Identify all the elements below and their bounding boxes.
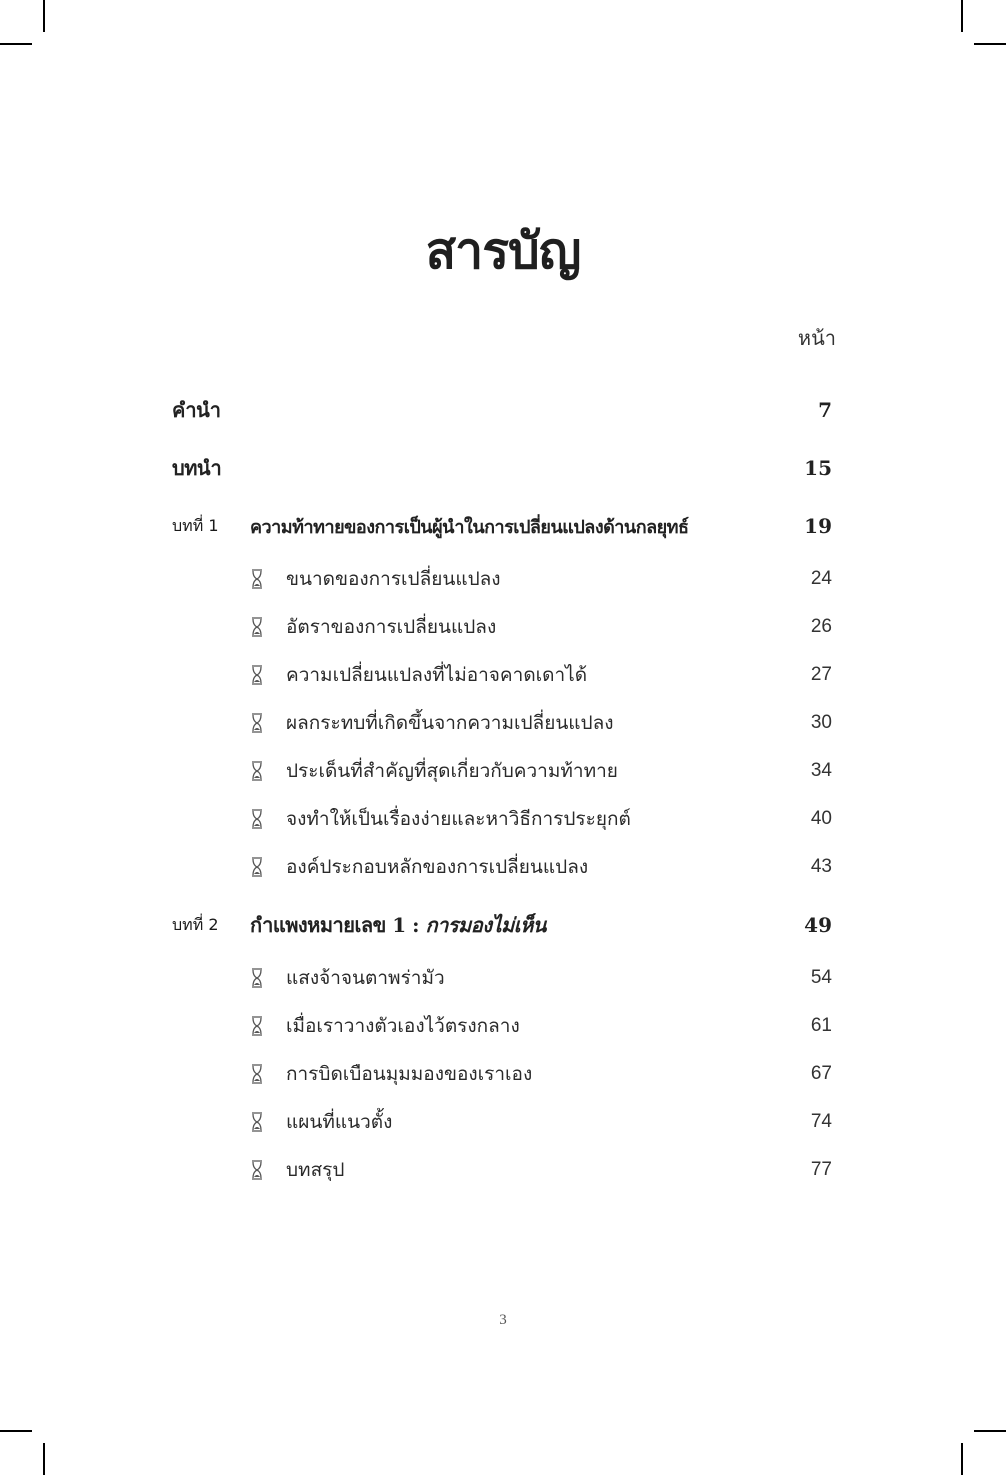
toc-entry-page: 34 <box>810 760 832 781</box>
toc-entry-page: 43 <box>810 856 832 877</box>
toc-entry-section[interactable] <box>172 801 832 837</box>
hourglass-icon <box>250 617 264 637</box>
toc-entry-chapter-1[interactable] <box>172 508 832 544</box>
toc-entry-page: 67 <box>810 1063 832 1084</box>
toc-entry-section[interactable] <box>172 561 832 597</box>
toc-entry-label: ความท้าทายของการเป็นผู้นำในการเปลี่ยนแปลงด้านกลยุทธ์ <box>250 516 689 538</box>
page-title: สารบัญ <box>425 222 581 280</box>
hourglass-icon <box>250 809 264 829</box>
toc-entry-label: แสงจ้าจนตาพร่ามัว <box>286 967 445 989</box>
page-column-label: หน้า <box>797 326 836 350</box>
hourglass-icon <box>250 968 264 988</box>
toc-entry-label: ประเด็นที่สำคัญที่สุดเกี่ยวกับความท้าทาย <box>286 760 618 782</box>
crop-mark-tl-h <box>0 43 32 45</box>
toc-entry-section[interactable] <box>172 705 832 741</box>
toc-entry-label: เมื่อเราวางตัวเองไว้ตรงกลาง <box>286 1015 520 1037</box>
toc-entry-section[interactable] <box>172 1152 832 1188</box>
toc-entry-section[interactable] <box>172 960 832 996</box>
toc-entry-label: ความเปลี่ยนแปลงที่ไม่อาจคาดเดาได้ <box>286 664 588 686</box>
toc-entry-label: การบิดเบือนมุมมองของเราเอง <box>286 1063 533 1085</box>
toc-entry-section[interactable] <box>172 657 832 693</box>
toc-entry-label: คำนำ <box>172 398 221 422</box>
toc-entry-introduction[interactable] <box>172 450 832 486</box>
hourglass-icon <box>250 857 264 877</box>
crop-mark-bl-h <box>0 1430 32 1432</box>
toc-entry-label: ขนาดของการเปลี่ยนแปลง <box>286 568 501 590</box>
toc-entry-label: บทสรุป <box>286 1159 345 1181</box>
toc-entry-label: องค์ประกอบหลักของการเปลี่ยนแปลง <box>286 856 589 878</box>
chapter-title: กำแพงหมายเลข 1 : <box>250 913 426 937</box>
toc-entry-page: 77 <box>810 1159 832 1180</box>
toc-entry-preface[interactable] <box>172 392 832 428</box>
toc-entry-page: 30 <box>810 712 832 733</box>
toc-entry-label: ผลกระทบที่เกิดขึ้นจากความเปลี่ยนแปลง <box>286 712 614 734</box>
toc-entry-page: 49 <box>804 913 832 937</box>
toc-entry-chapter-2[interactable] <box>172 907 832 943</box>
toc-entry-section[interactable] <box>172 1104 832 1140</box>
toc-entry-page: 26 <box>810 616 832 637</box>
toc-entry-page: 40 <box>810 808 832 829</box>
hourglass-icon <box>250 1016 264 1036</box>
toc-entry-label: อัตราของการเปลี่ยนแปลง <box>286 616 497 638</box>
toc-entry-page: 19 <box>804 514 832 538</box>
toc-entry-page: 7 <box>818 398 832 422</box>
crop-mark-tr-h <box>974 43 1006 45</box>
crop-mark-br-v <box>961 1443 963 1475</box>
toc-entry-label: แผนที่แนวตั้ง <box>286 1111 393 1133</box>
hourglass-icon <box>250 1112 264 1132</box>
hourglass-icon <box>250 1064 264 1084</box>
toc-entry-section[interactable] <box>172 753 832 789</box>
chapter-number: บทที่ 2 <box>172 914 219 934</box>
toc-entry-section[interactable] <box>172 1008 832 1044</box>
hourglass-icon <box>250 1160 264 1180</box>
hourglass-icon <box>250 569 264 589</box>
toc-entry-page: 74 <box>810 1111 832 1132</box>
crop-mark-tl-v <box>43 0 45 32</box>
chapter-title-italic: การมองไม่เห็น <box>425 913 546 937</box>
toc-entry-page: 61 <box>810 1015 832 1036</box>
toc-entry-section[interactable] <box>172 609 832 645</box>
hourglass-icon <box>250 665 264 685</box>
toc-entry-page: 24 <box>810 568 832 589</box>
toc-entry-section[interactable] <box>172 849 832 885</box>
hourglass-icon <box>250 761 264 781</box>
crop-mark-bl-v <box>43 1443 45 1475</box>
crop-mark-br-h <box>974 1430 1006 1432</box>
hourglass-icon <box>250 713 264 733</box>
page-number: 3 <box>499 1312 507 1328</box>
chapter-number: บทที่ 1 <box>172 515 219 535</box>
toc-entry-label: บทนำ <box>172 456 222 480</box>
toc-entry-page: 54 <box>810 967 832 988</box>
toc-entry-label: จงทำให้เป็นเรื่องง่ายและหาวิธีการประยุกต์ <box>286 808 631 830</box>
toc-entry-label <box>250 909 772 941</box>
toc-entry-section[interactable] <box>172 1056 832 1092</box>
crop-mark-tr-v <box>961 0 963 32</box>
toc-entry-page: 27 <box>810 664 832 685</box>
toc-entry-page: 15 <box>804 456 832 480</box>
